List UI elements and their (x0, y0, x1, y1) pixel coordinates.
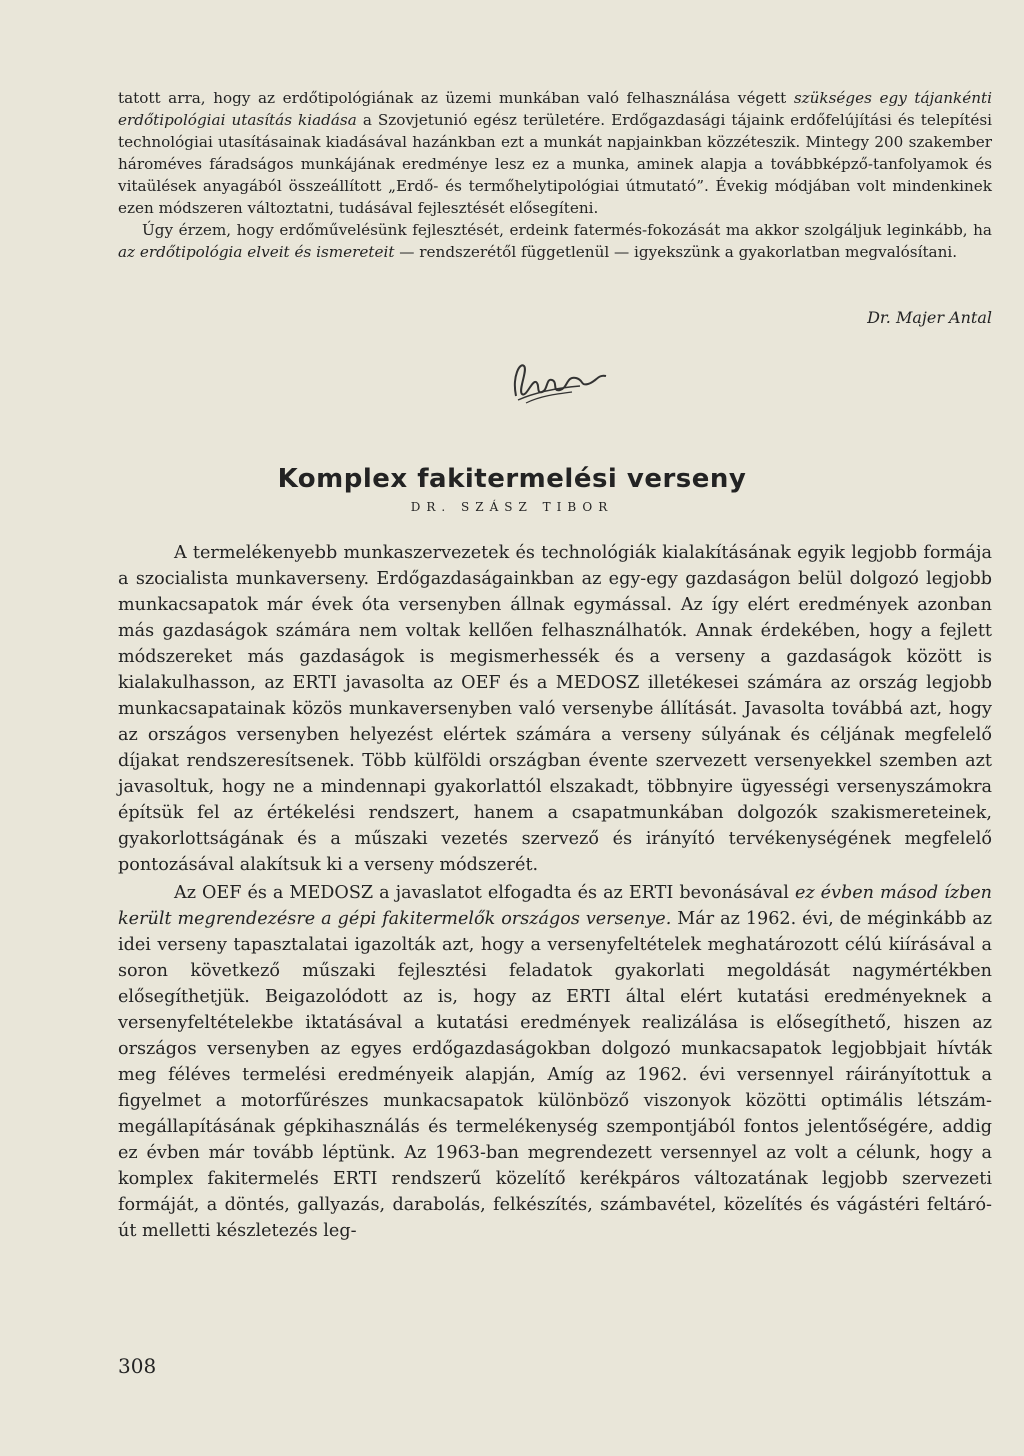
signature-name: Dr. Majer Antal (867, 308, 992, 327)
intro-emphasis-2: az erdőtipológia elveit és ismereteit (118, 243, 395, 261)
handwritten-signature-mark (506, 356, 618, 406)
intro-section (118, 87, 992, 263)
page-number: 308 (118, 1354, 157, 1378)
intro-emphasis-1: szükséges egy tájankénti erdőtipológiai utasítás kiadása (118, 89, 992, 129)
article-paragraph-2: Az OEF és a MEDOSZ a javaslatot elfogadta és az ERTI bevonásával ez évben másod ízben került megrendezésre a gépi fakitermelők országos versenye. Már az 1962. évi, de méginkább az idei verseny tapasztalatai igazolták azt, hogy a versenyfeltételek meghatározott célú kiírásával a soron következő műszaki fejlesztési feladatok gyakorlati megoldását nagymértékben elősegíthetjük. Beigazolódott az is, hogy az ERTI által elért kutatási eredményeknek a versenyfeltételekbe iktatásával a kutatási eredmények realizálása is elősegíthető, hiszen az országos versenyben az egyes erdőgazdaságokban dolgozó munkacsapatok legjobbjait hívták meg féléves termelési eredményeik alapján, Amíg az 1962. évi versennyel ráirányítottuk a figyelmet a motorfűrészes munkacsapatok különböző viszonyok közötti optimális létszám-megállapításának gépkihasználás és termelékenység szempontjából fontos jelentőségére, addig ez évben már tovább léptünk. Az 1963-ban megrendezett versennyel az volt a célunk, hogy a komplex fakitermelés ERTI rendszerű közelítő kerékpáros változatának legjobb szervezeti formáját, a döntés, gallyazás, darabolás, felkészítés, számbavétel, közelítés és vágástéri feltáró-út melletti készletezés leg- (118, 883, 992, 1241)
intro-paragraph-1: tatott arra, hogy az erdőtipológiának az üzemi munkában való felhasználása végett szükséges egy tájankénti erdőtipológiai utasítás kiadása a Szovjetunió egész területére. Erdőgazdasági tájaink erdőfelújítási és telepítési technológiai utasításainak kiadásával hazánkban ezt a munkát napjainkban közzéteszik. Mintegy 200 szakember hároméves fáradságos munkájának eredménye lesz ez a munka, aminek alapja a továbbképző-tanfolyamok és vitaülések anyagából összeállított „Erdő- és termőhelytipológiai útmutató”. Évekig módjában volt mindenkinek ezen módszeren változtatni, tudásával fejlesztését elősegíteni. (118, 89, 992, 217)
article-title: Komplex fakitermelési verseny (277, 464, 747, 494)
article-paragraph-1: A termelékenyebb munkaszervezetek és technológiák kialakításának egyik legjobb formája a szocialista munkaverseny. Erdőgazdaságainkban az egy-egy gazdaságon belül dolgozó legjobb munkacsapatok már évek óta versenyben állnak egymással. Az így elért eredmények azonban más gazdaságok számára nem voltak kellően felhasználhatók. Annak érdekében, hogy a fejlett módszereket más gazdaságok is megismerhessék és a verseny a gazdaságok között is kialakulhasson, az ERTI javasolta az OEF és a MEDOSZ illetékesei számára az ország legjobb munkacsapatainak közös munkaversenyben való versenybe állítását. Javasolta továbbá azt, hogy az országos versenyben helyezést elértek számára a verseny súlyának és céljának megfelelő díjakat rendszeresítsenek. Több külföldi országban évente szervezett versenyekkel szemben azt javasoltuk, hogy ne a mindennapi gyakorlattól elszakadt, többnyire ügyességi versenyszámokra építsük fel az értékelési rendszert, hanem a csapatmunkában dolgozók szakismereteinek, gyakorlottságának és a műszaki vezetés szervező és irányító tervékenységének megfelelő pontozásával alakítsuk ki a verseny módszerét. (118, 543, 992, 875)
article-body (118, 540, 992, 1244)
article-author: DR. SZÁSZ TIBOR (410, 500, 614, 514)
intro-paragraph-2: Úgy érzem, hogy erdőművelésünk fejlesztését, erdeink fatermés-fokozását ma akkor szolgáljuk leginkább, ha az erdőtipológia elveit és ismereteit — rendszerétől függetlenül — igyekszünk a gyakorlatban megvalósítani. (118, 221, 992, 261)
article-emphasis: ez évben másod ízben került megrendezésre a gépi fakitermelők országos versenye. (118, 883, 992, 929)
